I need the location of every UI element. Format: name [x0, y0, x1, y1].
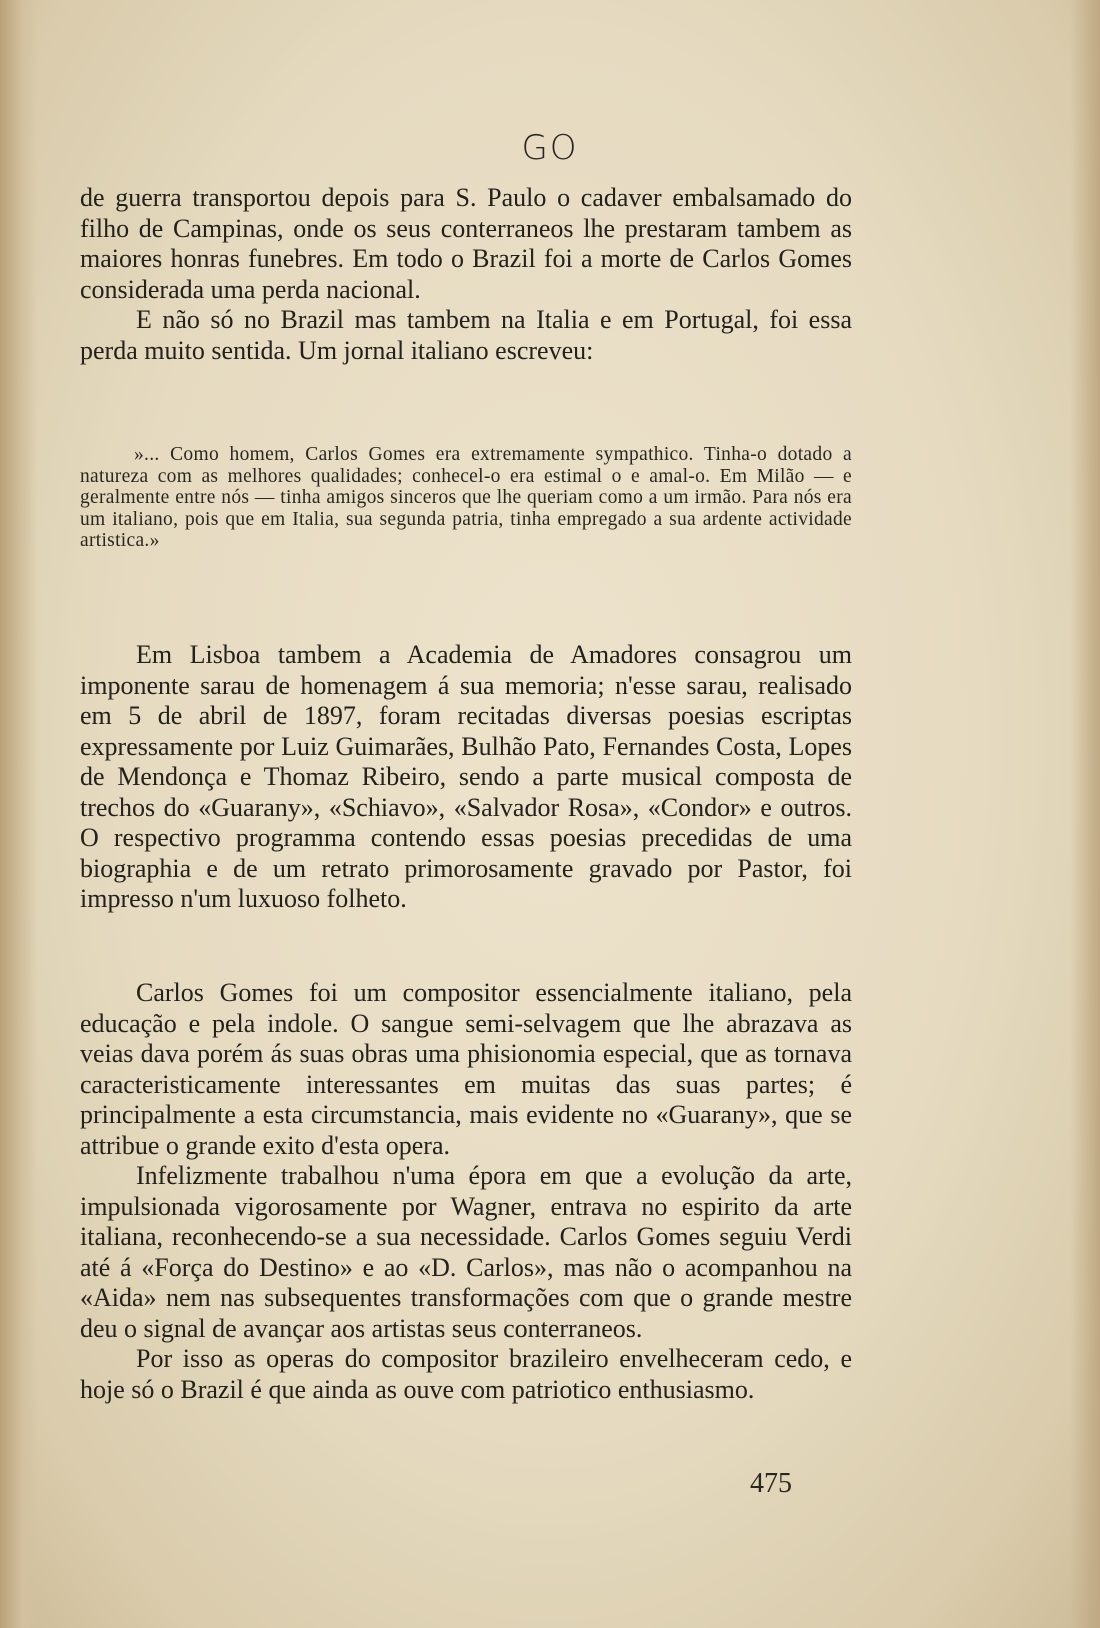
paragraph-2: E não só no Brazil mas tambem na Italia e em Portugal, foi essa perda muito sentida. Um jornal italiano escreveu: — [80, 305, 852, 365]
header-ornament: GO — [521, 128, 579, 168]
newspaper-quote: »... Como homem, Carlos Gomes era extremamente sympathico. Tinha-o dotado a natureza com as melhores qualidades; conhecel-o era estimal o e amal-o. Em Milão — e geralmente entre nós — tinha amigos sinceros que lhe queriam como a um irmão. Para nós era um italiano, pois que em Italia, sua segunda patria, tinha empregado a sua ardente actividade artistica.» — [80, 444, 852, 551]
paragraph-5: Infelizmente trabalhou n'uma épora em que a evolução da arte, impulsionada vigorosamente por Wagner, entrava no espirito da arte italiana, reconhecendo-se a sua necessidade. Carlos Gomes seguiu Verdi até á «Força do Destino» e ao «D. Carlos», mas não o acompanhou na «Aida» nem nas subsequentes transformações com que o grande mestre deu o signal de avançar aos artistas seus conterraneos. — [80, 1161, 852, 1343]
page-edge-shadow-left — [0, 0, 38, 1628]
page-number: 475 — [750, 1468, 792, 1499]
opening-text-block — [80, 183, 852, 366]
lisbon-text-block — [80, 640, 852, 915]
closing-text-block — [80, 978, 852, 1405]
page-edge-shadow-right — [1070, 0, 1100, 1628]
paragraph-1: de guerra transportou depois para S. Paulo o cadaver embalsamado do filho de Campinas, onde os seus conterraneos lhe prestaram tambem as maiores honras funebres. Em todo o Brazil foi a morte de Carlos Gomes considerada uma perda nacional. — [80, 183, 852, 304]
paragraph-6: Por isso as operas do compositor brazileiro envelheceram cedo, e hoje só o Brazil é que ainda as ouve com patriotico enthusiasmo. — [80, 1344, 852, 1404]
paragraph-3: Em Lisboa tambem a Academia de Amadores consagrou um imponente sarau de homenagem á sua memoria; n'esse sarau, realisado em 5 de abril de 1897, foram recitadas diversas poesias escriptas expressamente por Luiz Guimarães, Bulhão Pato, Fernandes Costa, Lopes de Mendonça e Thomaz Ribeiro, sendo a parte musical composta de trechos do «Guarany», «Schiavo», «Salvador Rosa», «Condor» e outros. O respectivo programma contendo essas poesias precedidas de uma biographia e de um retrato primorosamente gravado por Pastor, foi impresso n'um luxuoso folheto. — [80, 640, 852, 913]
paragraph-4: Carlos Gomes foi um compositor essencialmente italiano, pela educação e pela indole. O sangue semi-selvagem que lhe abrazava as veias dava porém ás suas obras uma phisionomia especial, que as tornava caracteristicamente interessantes em muitas das suas partes; é principalmente a esta circumstancia, mais evidente no «Guarany», que se attribue o grande exito d'esta opera. — [80, 978, 852, 1160]
